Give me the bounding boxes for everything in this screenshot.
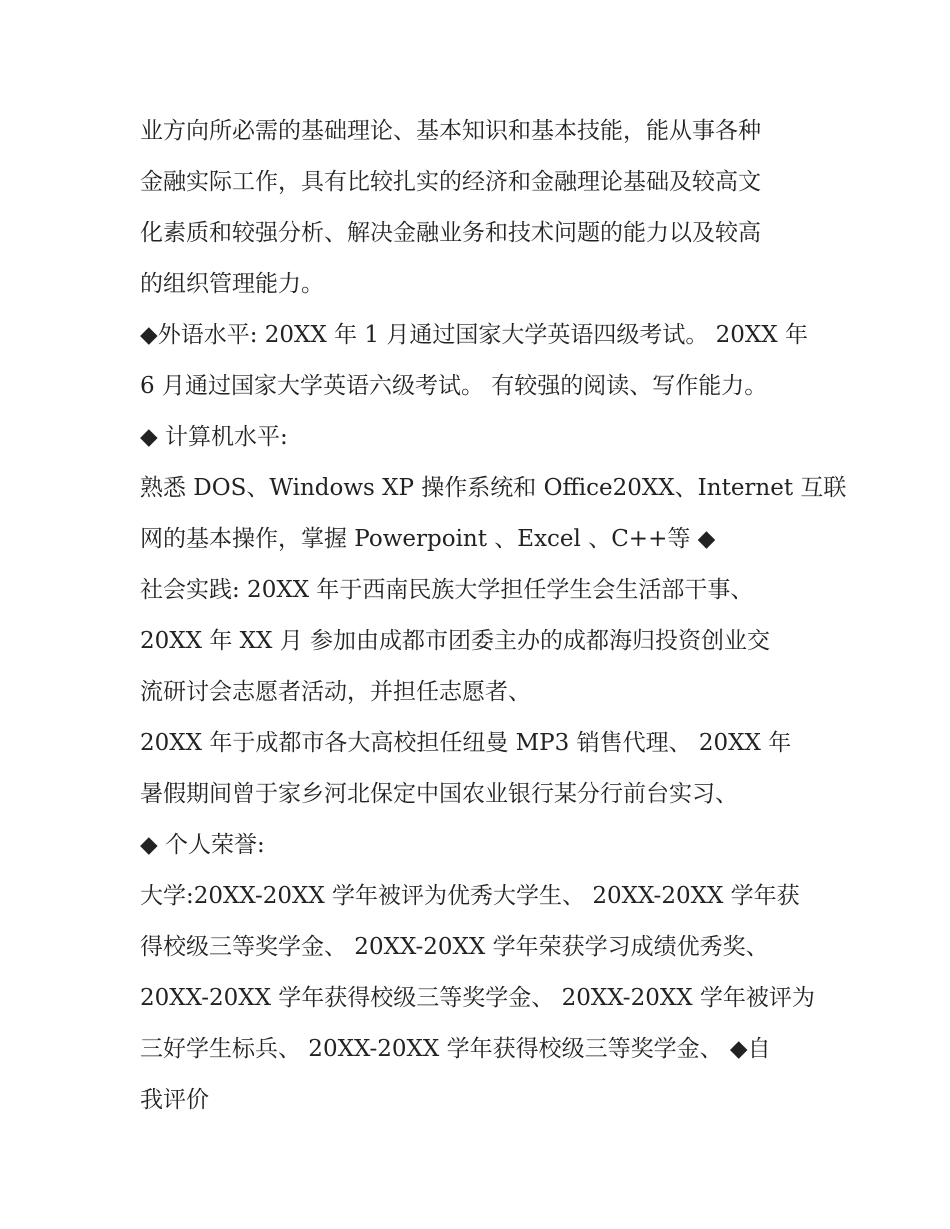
text-line: 得校级三等奖学金、 20XX-20XX 学年荣获学习成绩优秀奖、 — [140, 934, 769, 960]
section-heading-computer: ◆ 计算机水平: — [140, 424, 288, 450]
text-line: 20XX 年 XX 月 参加由成都市团委主办的成都海归投资创业交 — [140, 628, 771, 654]
text-line: 6 月通过国家大学英语六级考试。 有较强的阅读、写作能力。 — [140, 373, 768, 399]
text-line: 20XX-20XX 学年获得校级三等奖学金、 20XX-20XX 学年被评为 — [140, 985, 815, 1011]
text-line: 业方向所必需的基础理论、基本知识和基本技能，能从事各种 — [140, 118, 761, 144]
text-line-language-level: ◆外语水平: 20XX 年 1 月通过国家大学英语四级考试。 20XX 年 — [140, 322, 808, 348]
text-line: 熟悉 DOS、Windows XP 操作系统和 Office20XX、Internet 互联 — [140, 475, 847, 501]
text-line: 我评价 — [140, 1087, 209, 1113]
text-line: 暑假期间曾于家乡河北保定中国农业银行某分行前台实习、 — [140, 781, 738, 807]
text-line: 流研讨会志愿者活动，并担任志愿者、 — [140, 679, 531, 705]
text-line-social-practice: 社会实践: 20XX 年于西南民族大学担任学生会生活部干事、 — [140, 577, 754, 603]
body-text — [140, 106, 847, 1126]
section-heading-honors: ◆ 个人荣誉: — [140, 832, 265, 858]
text-line: 大学:20XX-20XX 学年被评为优秀大学生、 20XX-20XX 学年获 — [140, 883, 800, 909]
text-line: 20XX 年于成都市各大高校担任纽曼 MP3 销售代理、 20XX 年 — [140, 730, 792, 756]
text-line: 金融实际工作，具有比较扎实的经济和金融理论基础及较高文 — [140, 169, 761, 195]
text-line: 化素质和较强分析、解决金融业务和技术问题的能力以及较高 — [140, 220, 761, 246]
text-line: 的组织管理能力。 — [140, 271, 324, 297]
text-line: 三好学生标兵、 20XX-20XX 学年获得校级三等奖学金、 ◆自 — [140, 1036, 771, 1062]
text-line: 网的基本操作，掌握 Powerpoint 、Excel 、C++等 ◆ — [140, 526, 716, 552]
